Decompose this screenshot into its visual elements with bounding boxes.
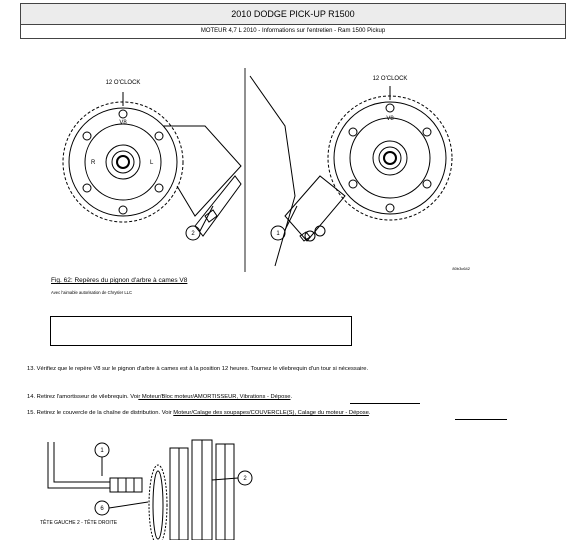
step-14-end: . — [290, 394, 293, 400]
step-15-text: 15. Retirez le couvercle de la chaîne de distribution. Voir — [27, 410, 174, 416]
figure-credit: Avec l'aimable autorisation de Chrysler LLC — [51, 290, 133, 295]
left-clock-label: 12 O'CLOCK — [105, 80, 141, 86]
fig2-callout-1: 1 — [100, 448, 104, 454]
step-15-underline — [455, 419, 507, 420]
left-v8-mark: V8 — [119, 120, 127, 126]
right-clock-label: 12 O'CLOCK — [372, 76, 408, 82]
empty-note-box — [50, 316, 352, 346]
document-subtitle: MOTEUR 4,7 L 2010 - Informations sur l'entretien - Ram 1500 Pickup — [200, 28, 386, 34]
step-14-text: 14. Retirez l'amortisseur de vilebrequin. Voi — [27, 394, 139, 400]
camshaft-sprocket-figure — [45, 66, 480, 274]
step-15-end: . — [368, 410, 371, 416]
callout-1: 1 — [276, 231, 280, 237]
left-r-mark: R — [91, 160, 96, 166]
step-14-link[interactable]: r Moteur/Bloc moteur/AMORTISSEUR, Vibrations - Dépose — [138, 394, 291, 400]
head-side-label: TÊTE GAUCHE 2 - TÊTE DROITE — [40, 520, 118, 526]
step-15 — [27, 410, 371, 416]
step-14-underline — [350, 403, 420, 404]
callout-2: 2 — [191, 231, 195, 237]
left-l-mark: L — [150, 160, 154, 166]
figure-image-id: 80b3c642 — [452, 266, 470, 271]
figure-caption: Fig. 62: Repères du pignon d'arbre à cames V8 — [51, 277, 188, 284]
document-header — [20, 3, 566, 39]
step-13: 13. Vérifiez que le repère V8 sur le pignon d'arbre à cames est à la position 12 heures. Tournez le vilebrequin d'un tour si nécessaire. — [27, 366, 369, 372]
fig2-callout-2: 2 — [243, 476, 247, 482]
step-14 — [27, 394, 292, 400]
fig2-callout-6: 6 — [100, 506, 104, 512]
document-title: 2010 DODGE PICK-UP R1500 — [21, 4, 565, 25]
right-v8-mark: V8 — [386, 116, 394, 122]
step-15-link[interactable]: Moteur/Calage des soupapes/COUVERCLE(S), Calage du moteur - Dépose — [173, 410, 369, 416]
